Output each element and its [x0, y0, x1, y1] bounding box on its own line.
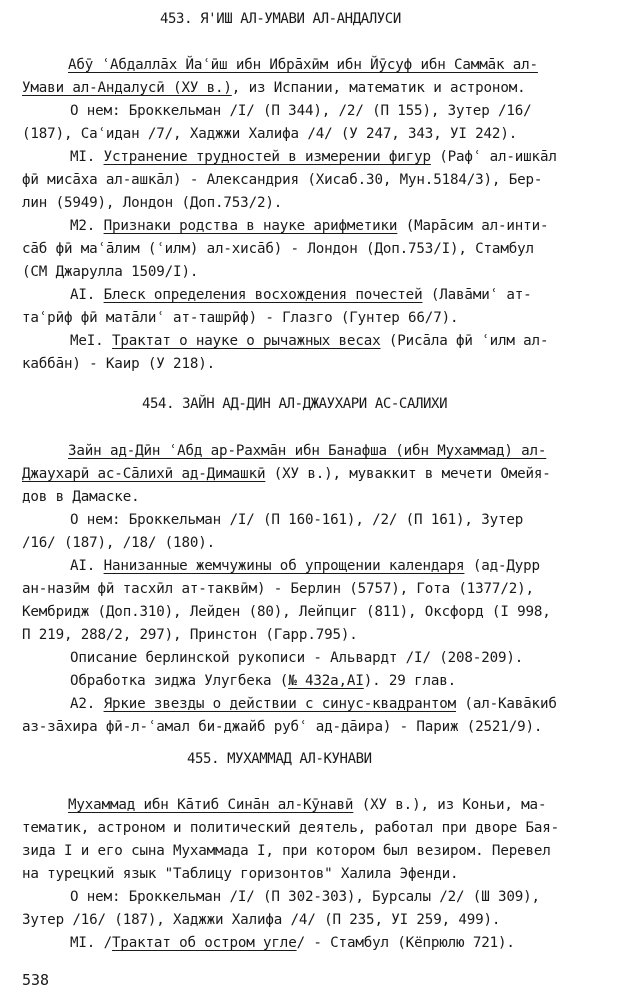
underlined-title-text: Умави ал-Андалусӣ (ХУ в.)	[22, 80, 232, 96]
line-text: О нем: Броккельман /I/ (П 302-303), Бурсалы /2/ (Ш 309),	[70, 889, 540, 905]
underlined-title-text: Яркие звезды о действии с синус-квадрантом	[103, 696, 457, 712]
entry-453-line-12	[22, 307, 458, 329]
entry-453-line-4	[22, 123, 517, 145]
line-text: AI.	[70, 558, 104, 574]
section-heading-455: 455. МУХАММАД АЛ-КУНАВИ	[187, 751, 372, 767]
underlined-title-text: Признаки родства в науке арифметики	[103, 218, 398, 234]
underlined-title-text: № 432а,AI	[288, 673, 364, 689]
entry-454-line-9	[22, 624, 358, 646]
entry-455-line-2	[22, 817, 559, 839]
entry-453-line-11	[70, 284, 532, 306]
underlined-title-text: Зайн ад-Дӣн ʿАбд ар-Рахмāн ибн Банафша (ибн Мухаммад) ал-	[68, 443, 547, 459]
line-text: каббāн) - Каир (У 218).	[22, 356, 216, 372]
entry-454-line-2	[22, 463, 551, 485]
line-text: Обработка зиджа Улугбека (	[70, 673, 289, 689]
entry-454-line-13	[22, 716, 542, 738]
entry-453-line-1	[68, 54, 538, 76]
line-text: (Рафʿ ал-ишкāл	[430, 149, 557, 165]
line-text: на турецкий язык "Таблицу горизонтов" Халила Эфенди.	[22, 866, 459, 882]
entry-454-line-6	[70, 555, 540, 577]
line-text: A2.	[70, 696, 104, 712]
underlined-title-text: Устранение трудностей в измерении фигур	[103, 149, 431, 165]
line-text: MeI.	[70, 333, 112, 349]
entry-454-line-4	[70, 509, 523, 531]
entry-453-line-5	[70, 146, 557, 168]
entry-455-line-7	[70, 932, 515, 954]
underlined-title-text: Трактат о науке о рычажных весах	[111, 333, 381, 349]
line-text: Кембридж (Доп.310), Лейден (80), Лейпциг (811), Оксфорд (I 998,	[22, 604, 551, 620]
line-text: Описание берлинской рукописи - Альвардт /I/ (208-209).	[70, 650, 524, 666]
underlined-title-text: Нанизанные жемчужины об упрощении календаря	[103, 558, 465, 574]
page-number: 538	[22, 971, 50, 989]
entry-454-line-10	[70, 647, 523, 669]
line-text: сāб фӣ маʿāлим (ʿилм) ал-хисāб) - Лондон (Доп.753/I), Стамбул	[22, 241, 534, 257]
section-heading-454: 454. ЗАЙН АД-ДИН АЛ-ДЖАУХАРИ АС-САЛИХИ	[142, 396, 448, 412]
line-text: П 219, 288/2, 297), Принстон (Гарр.795).	[22, 627, 358, 643]
line-text: лин (5949), Лондон (Доп.753/2).	[22, 195, 283, 211]
entry-454-line-7	[22, 578, 534, 600]
line-text: AI.	[70, 287, 104, 303]
entry-453-line-2	[22, 77, 526, 99]
underlined-title-text: Джаухарӣ ас-Сāлихӣ ад-Димашкӣ	[22, 466, 266, 482]
entry-453-line-7	[22, 192, 282, 214]
line-text: (ад-Дурр	[464, 558, 540, 574]
entry-455-line-5	[70, 886, 540, 908]
line-text: тематик, астроном и политический деятель, работал при дворе Бая-	[22, 820, 560, 836]
underlined-title-text: Блеск определения восхождения почестей	[103, 287, 423, 303]
line-text: таʿрӣф фӣ матāлиʿ ат-ташрӣф) - Глазго (Гунтер 66/7).	[22, 310, 459, 326]
line-text: (Марāсим ал-инти-	[397, 218, 549, 234]
line-text: зида I и его сына Мухаммада I, при котором был везиром. Перевел	[22, 843, 551, 859]
entry-454-line-1	[68, 440, 546, 462]
entry-454-line-11	[70, 670, 456, 692]
line-text: аз-зāхира фӣ-л-ʿамал би-джайб рубʿ ад-дāира) - Париж (2521/9).	[22, 719, 543, 735]
line-text: (Лавāмиʿ ат-	[422, 287, 532, 303]
entry-454-line-3	[22, 486, 139, 508]
line-text: MI.	[70, 149, 104, 165]
entry-453-line-13	[70, 330, 548, 352]
underlined-title-text: Мухаммад ибн Кāтиб Синāн ал-Кӯнавӣ	[68, 797, 354, 813]
line-text: О нем: Броккельман /I/ (П 344), /2/ (П 155), Зутер /16/	[70, 103, 532, 119]
entry-455-line-4	[22, 863, 458, 885]
line-text: , из Испании, математик и астроном.	[231, 80, 526, 96]
line-text: дов в Дамаске.	[22, 489, 140, 505]
entry-455-line-1	[68, 794, 546, 816]
entry-453-line-10	[22, 261, 198, 283]
entry-454-line-8	[22, 601, 551, 623]
line-text: (ХУ в.), муваккит в мечети Омейя-	[265, 466, 551, 482]
line-text: (187), Саʿидан /7/, Хаджжи Халифа /4/ (У 247, 343, УI 242).	[22, 126, 518, 142]
underlined-title-text: Абӯ ʿАбдаллāх Йаʿӣш ибн Ибрāхӣм ибн Йӯсуф ибн Саммāк ал-	[68, 57, 538, 73]
line-text: Зутер /16/ (187), Хаджжи Халифа /4/ (П 235, УI 259, 499).	[22, 912, 501, 928]
entry-453-line-3	[70, 100, 532, 122]
entry-454-line-5	[22, 532, 215, 554]
line-text: (СМ Джарулла 1509/I).	[22, 264, 199, 280]
entry-455-line-3	[22, 840, 551, 862]
line-text: / - Стамбул (Кёпрюлю 721).	[296, 935, 515, 951]
entry-453-line-9	[22, 238, 534, 260]
line-text: О нем: Броккельман /I/ (П 160-161), /2/ (П 161), Зутер	[70, 512, 524, 528]
line-text: ). 29 глав.	[363, 673, 457, 689]
entry-454-line-12	[70, 693, 557, 715]
line-text: /16/ (187), /18/ (180).	[22, 535, 216, 551]
line-text: фӣ мисāха ал-ашкāл) - Александрия (Хисаб.30, Мун.5184/3), Бер-	[22, 172, 543, 188]
line-text: (Рисāла фӣ ʿилм ал-	[380, 333, 549, 349]
line-text: (ХУ в.), из Коньи, ма-	[353, 797, 547, 813]
line-text: M2.	[70, 218, 104, 234]
underlined-title-text: Трактат об остром угле	[111, 935, 297, 951]
section-heading-453: 453. Я'ИШ АЛ-УМАВИ АЛ-АНДАЛУСИ	[160, 11, 401, 27]
line-text: (ал-Кавāкиб	[456, 696, 557, 712]
line-text: ан-назӣм фӣ тасхӣл ат-таквӣм) - Берлин (5757), Гота (1377/2),	[22, 581, 534, 597]
line-text: MI. /	[70, 935, 112, 951]
entry-453-line-14	[22, 353, 215, 375]
entry-453-line-8	[70, 215, 548, 237]
entry-453-line-6	[22, 169, 542, 191]
entry-455-line-6	[22, 909, 500, 931]
